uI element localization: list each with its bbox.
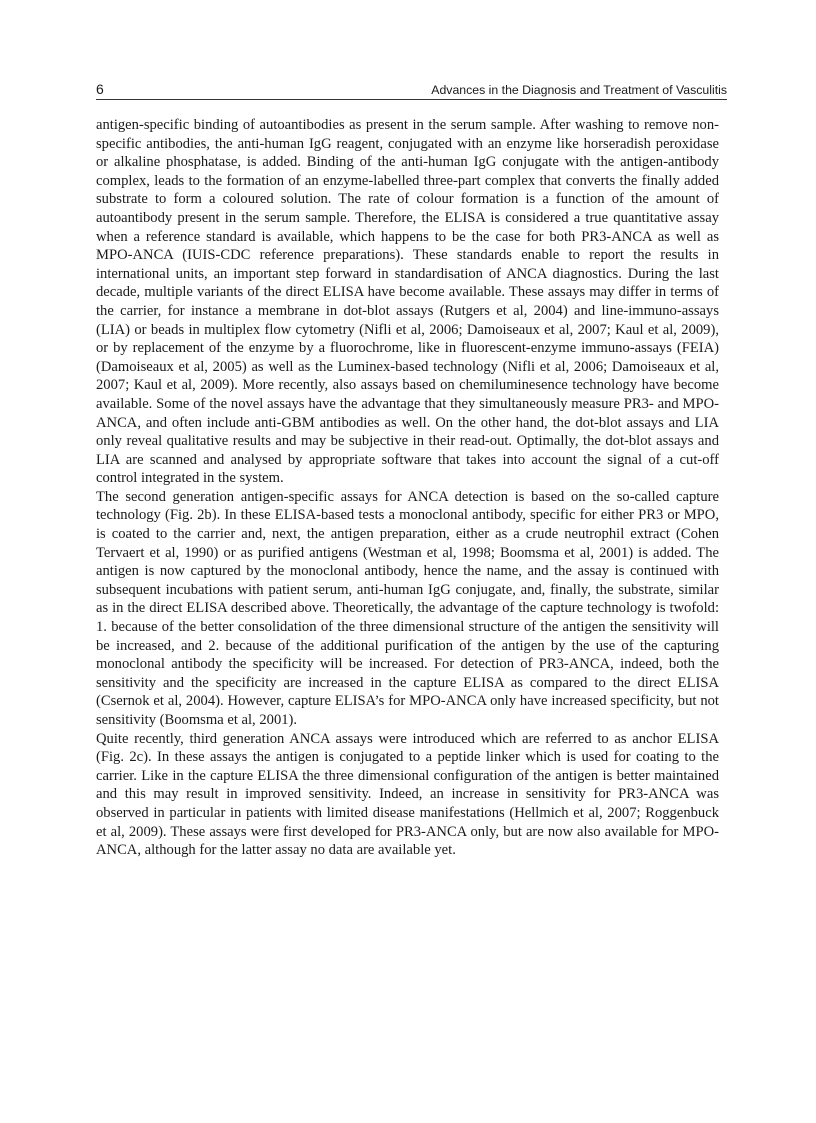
paragraph-capture-elisa: The second generation antigen-specific assays for ANCA detection is based on the so-called capture technology (Fig. 2b). In these ELISA-based tests a monoclonal antibody, specific for either PR3 or MPO, is coated to the carrier and, next, the antigen preparation, either as a crude neutrophil extract (Cohen Tervaert et al, 1990) or as purified antigens (Westman et al, 1998; Boomsma et al, 2001) is added. The antigen is now captured by the monoclonal antibody, hence the name, and the assay is continued with subsequent incubations with patient serum, anti-human IgG conjugate, and, finally, the substrate, similar as in the direct ELISA described above. Theoretically, the advantage of the capture technology is twofold: 1. because of the better consolidation of the three dimensional structure of the antigen the sensitivity will be increased, and 2. because of the additional purification of the antigen by the use of the capturing monoclonal antibody the specificity will be increased. For detection of PR3-ANCA, indeed, both the sensitivity and the specificity are increased in the capture ELISA as compared to the direct ELISA (Csernok et al, 2004). However, capture ELISA’s for MPO-ANCA only have increased specificity, but not sensitivity (Boomsma et al, 2001). — [96, 488, 719, 728]
page-header — [96, 80, 727, 98]
body-text — [96, 116, 719, 860]
page-number: 6 — [96, 81, 104, 97]
header-rule — [96, 99, 727, 100]
running-title: Advances in the Diagnosis and Treatment of Vasculitis — [431, 83, 727, 97]
paragraph-direct-elisa: antigen-specific binding of autoantibodies as present in the serum sample. After washing to remove non-specific antibodies, the anti-human IgG reagent, conjugated with an enzyme like horseradish peroxidase or alkaline phosphatase, is added. Binding of the anti-human IgG conjugate with the antigen-antibody complex, leads to the formation of an enzyme-labelled three-part complex that converts the finally added substrate to form a coloured solution. The rate of colour formation is a function of the amount of autoantibody present in the serum sample. Therefore, the ELISA is considered a true quantitative assay when a reference standard is available, which happens to be the case for both PR3-ANCA as well as MPO-ANCA (IUIS-CDC reference preparations). These standards enable to report the results in international units, an important step forward in standardisation of ANCA diagnostics. During the last decade, multiple variants of the direct ELISA have become available. These assays may differ in terms of the carrier, for instance a membrane in dot-blot assays (Rutgers et al, 2004) and line-immuno-assays (LIA) or beads in multiplex flow cytometry (Nifli et al, 2006; Damoiseaux et al, 2007; Kaul et al, 2009), or by replacement of the enzyme by a fluorochrome, like in fluorescent-enzyme immuno-assays (FEIA) (Damoiseaux et al, 2005) as well as the Luminex-based technology (Nifli et al, 2006; Damoiseaux et al, 2007; Kaul et al, 2009). More recently, also assays based on chemiluminesence technology have become available. Some of the novel assays have the advantage that they simultaneously measure PR3- and MPO-ANCA, and often include anti-GBM antibodies as well. On the other hand, the dot-blot assays and LIA only reveal qualitative results and may be subjective in their read-out. Optimally, the dot-blot assays and LIA are scanned and analysed by appropriate software that takes into account the signal of a cut-off control integrated in the system. — [96, 117, 719, 487]
paragraph-anchor-elisa: Quite recently, third generation ANCA assays were introduced which are referred to as anchor ELISA (Fig. 2c). In these assays the antigen is conjugated to a peptide linker which is used for coating to the carrier. Like in the capture ELISA the three dimensional configuration of the antigen is better maintained and this may result in improved sensitivity. Indeed, an increase in sensitivity for PR3-ANCA was observed in particular in patients with limited disease manifestations (Hellmich et al, 2007; Roggenbuck et al, 2009). These assays were first developed for PR3-ANCA only, but are now also available for MPO-ANCA, although for the latter assay no data are available yet. — [96, 730, 719, 859]
